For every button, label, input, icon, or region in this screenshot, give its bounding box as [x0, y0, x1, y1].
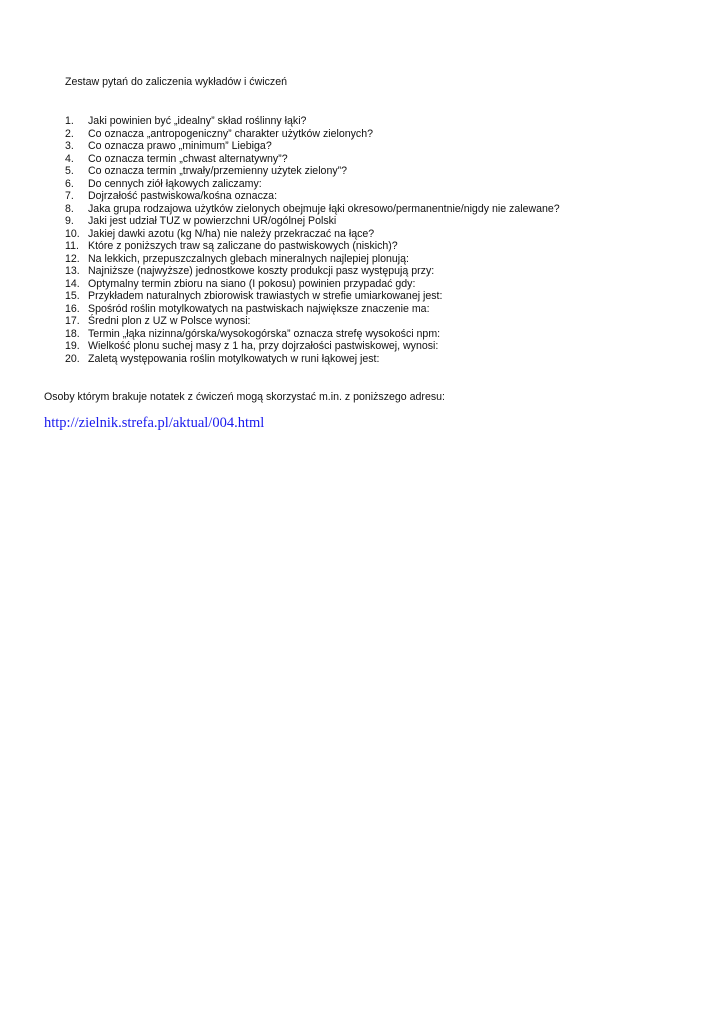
question-item [65, 340, 560, 353]
question-text: Dojrzałość pastwiskowa/kośna oznacza: [88, 190, 278, 202]
question-number: 13. [65, 265, 80, 277]
question-number: 4. [65, 152, 74, 165]
question-item [65, 215, 560, 228]
question-number: 17. [65, 315, 80, 327]
question-number: 18. [65, 327, 80, 340]
document-title: Zestaw pytań do zaliczenia wykładów i ćwiczeń [65, 76, 287, 88]
question-text: Jaki jest udział TUZ w powierzchni UR/ogólnej Polski [88, 215, 337, 227]
question-number: 5. [65, 165, 74, 177]
question-item [65, 228, 560, 241]
question-item [65, 203, 560, 216]
question-list [65, 115, 560, 365]
question-text: Optymalny termin zbioru na siano (I pokosu) powinien przypadać gdy: [88, 277, 416, 290]
question-text: Termin „łąka nizinna/górska/wysokogórska” oznacza strefę wysokości npm: [88, 327, 441, 340]
question-number: 15. [65, 290, 80, 302]
question-item [65, 315, 560, 328]
question-text: Średni plon z UZ w Polsce wynosi: [88, 315, 251, 327]
question-item [65, 240, 560, 253]
question-item [65, 278, 560, 291]
question-item [65, 190, 560, 203]
question-item [65, 353, 560, 366]
question-item [65, 165, 560, 178]
question-item [65, 115, 560, 128]
question-number: 10. [65, 227, 80, 240]
question-text: Jaki powinien być „idealny” skład roślinny łąki? [88, 115, 307, 127]
question-text: Przykładem naturalnych zbiorowisk trawiastych w strefie umiarkowanej jest: [88, 290, 443, 302]
question-number: 7. [65, 190, 74, 202]
question-text: Co oznacza termin „chwast alternatywny”? [88, 152, 288, 165]
question-text: Co oznacza prawo „minimum” Liebiga? [88, 140, 272, 152]
question-text: Najniższe (najwyższe) jednostkowe koszty produkcji pasz występują przy: [88, 265, 435, 277]
notes-link[interactable]: http://zielnik.strefa.pl/aktual/004.html [44, 415, 265, 431]
question-text: Co oznacza termin „trwały/przemienny użytek zielony”? [88, 165, 348, 177]
question-item [65, 178, 560, 191]
question-item [65, 140, 560, 153]
question-text: Do cennych ziół łąkowych zaliczamy: [88, 177, 262, 190]
question-item [65, 253, 560, 266]
question-text: Jaka grupa rodzajowa użytków zielonych obejmuje łąki okresowo/permanentnie/nigdy nie zalewane? [88, 202, 560, 215]
question-number: 16. [65, 302, 80, 315]
question-text: Co oznacza „antropogeniczny” charakter użytków zielonych? [88, 127, 373, 140]
question-item [65, 265, 560, 278]
question-number: 3. [65, 140, 74, 152]
notes-info-text: Osoby którym brakuje notatek z ćwiczeń mogą skorzystać m.in. z poniższego adresu: [44, 391, 445, 403]
question-item [65, 290, 560, 303]
question-number: 14. [65, 277, 80, 290]
question-text: Jakiej dawki azotu (kg N/ha) nie należy przekraczać na łące? [88, 227, 375, 240]
question-item [65, 303, 560, 316]
question-number: 8. [65, 202, 74, 215]
question-text: Na lekkich, przepuszczalnych glebach mineralnych najlepiej plonują: [88, 252, 409, 265]
question-number: 12. [65, 252, 80, 265]
question-item [65, 128, 560, 141]
question-text: Spośród roślin motylkowatych na pastwiskach największe znaczenie ma: [88, 302, 430, 315]
question-item [65, 328, 560, 341]
question-number: 6. [65, 177, 74, 190]
question-number: 2. [65, 127, 74, 140]
question-number: 20. [65, 352, 80, 365]
question-number: 9. [65, 215, 74, 227]
question-number: 19. [65, 340, 80, 352]
question-number: 11. [65, 240, 79, 252]
question-text: Zaletą występowania roślin motylkowatych w runi łąkowej jest: [88, 352, 380, 365]
question-text: Wielkość plonu suchej masy z 1 ha, przy dojrzałości pastwiskowej, wynosi: [88, 340, 439, 352]
question-text: Które z poniższych traw są zaliczane do pastwiskowych (niskich)? [88, 240, 398, 252]
question-item [65, 153, 560, 166]
question-number: 1. [65, 115, 74, 127]
